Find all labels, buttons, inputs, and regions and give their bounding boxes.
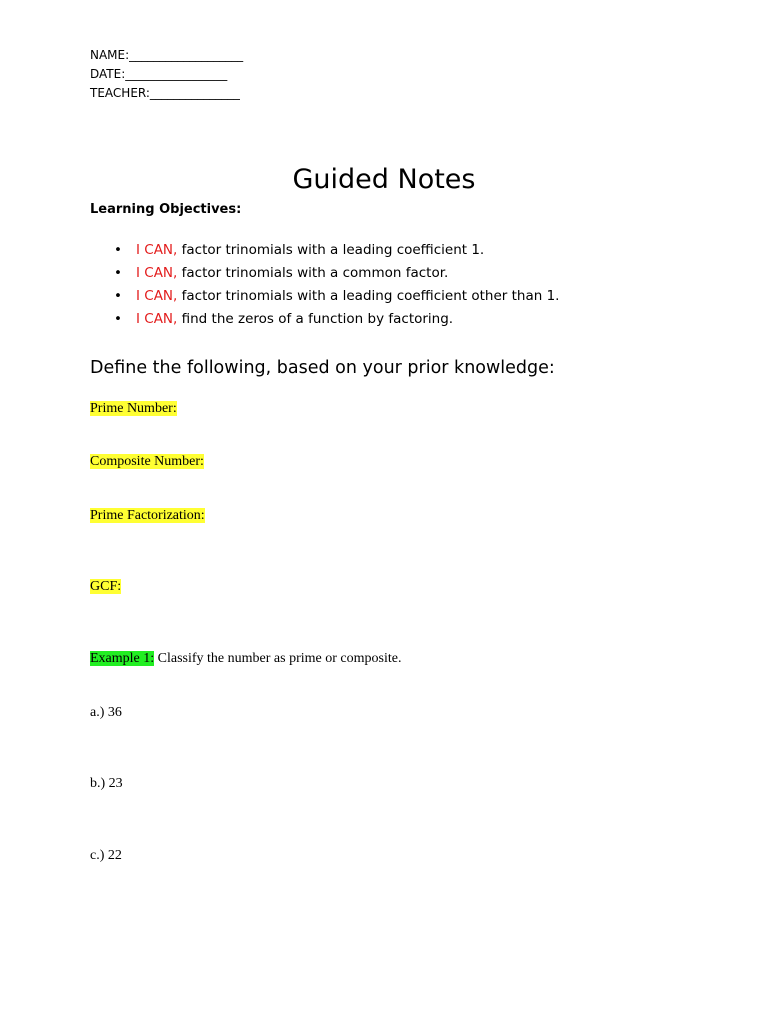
term-label: Prime Factorization: [90,508,205,523]
name-field: NAME:___________________ [90,48,244,62]
objective-item [114,242,484,258]
objective-text: factor trinomials with a leading coefficient 1. [181,242,485,258]
example-item-c: c.) 22 [90,848,122,863]
bullet-icon: • [114,265,122,281]
objective-text: find the zeros of a function by factoring. [181,311,454,327]
learning-objectives-heading: Learning Objectives: [90,202,242,217]
page-title: Guided Notes [292,164,476,195]
ican-label: I CAN, [136,288,178,304]
term-label: Prime Number: [90,401,177,416]
term-label: Composite Number: [90,454,204,469]
example-item-a: a.) 36 [90,705,122,720]
objective-text: factor trinomials with a common factor. [181,265,449,281]
date-field: DATE:_________________ [90,67,228,81]
objective-item [114,288,559,304]
objective-item [114,265,448,281]
teacher-field: TEACHER:_______________ [90,86,240,100]
example-text: Classify the number as prime or composite. [154,651,402,666]
term-prime-number [90,401,177,417]
define-prompt: Define the following, based on your prior knowledge: [90,358,555,378]
term-composite-number [90,454,204,470]
term-gcf [90,579,121,595]
term-prime-factorization [90,508,205,524]
example-item-b: b.) 23 [90,776,123,791]
objective-text: factor trinomials with a leading coefficient other than 1. [181,288,560,304]
example-label: Example 1: [90,651,155,666]
ican-label: I CAN, [136,265,178,281]
example-1 [90,651,401,667]
ican-label: I CAN, [136,242,178,258]
bullet-icon: • [114,242,122,258]
bullet-icon: • [114,288,122,304]
bullet-icon: • [114,311,122,327]
objective-item [114,311,453,327]
ican-label: I CAN, [136,311,178,327]
term-label: GCF: [90,579,122,594]
